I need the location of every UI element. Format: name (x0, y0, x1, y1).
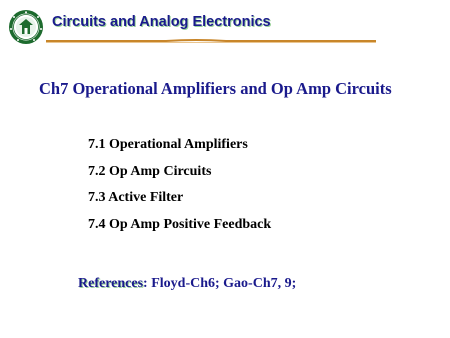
table-of-contents (88, 136, 271, 242)
references-separator: : (143, 276, 152, 291)
toc-item-7-2: 7.2 Op Amp Circuits (88, 163, 212, 179)
toc-item-7-1: 7.1 Operational Amplifiers (88, 137, 248, 152)
references-label: References (78, 276, 144, 291)
references (78, 276, 296, 292)
chapter-title: Ch7 Operational Amplifiers and Op Amp Circuits (39, 79, 392, 98)
toc-item-7-4: 7.4 Op Amp Positive Feedback (88, 216, 272, 232)
toc-item-7-3: 7.3 Active Filter (88, 190, 184, 205)
references-text: Floyd-Ch6; Gao-Ch7, 9; (151, 276, 297, 291)
header-underline (46, 36, 376, 44)
university-seal-icon (8, 9, 44, 45)
header-title: Circuits and Analog Electronics (52, 14, 271, 30)
